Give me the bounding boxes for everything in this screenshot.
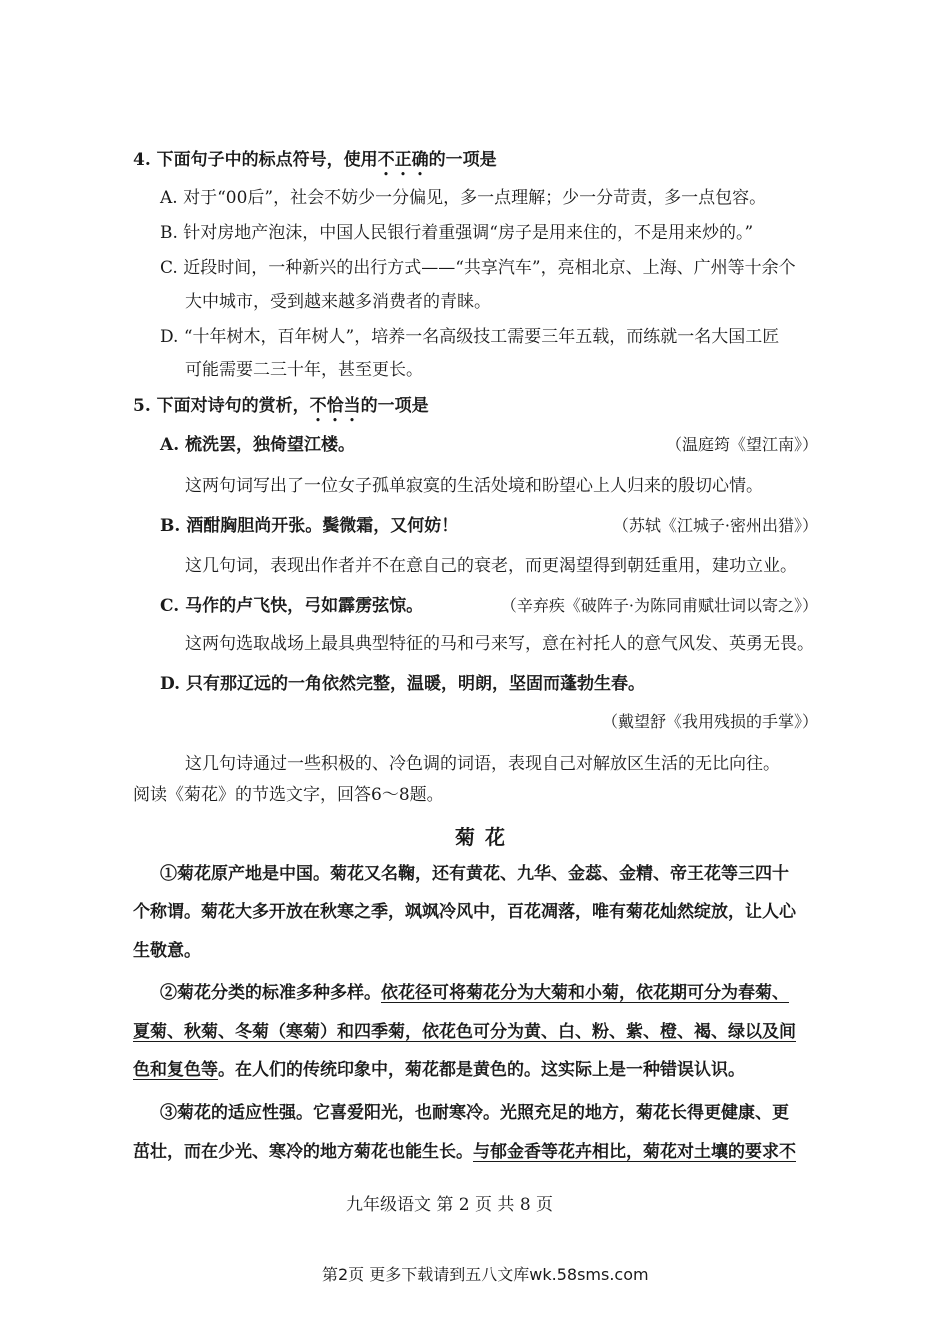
essay-p1-line1: ①菊花原产地是中国。菊花又名鞠，还有黄花、九华、金蕊、金精、帝王花等三四十: [160, 864, 789, 884]
q4-option-c-cont: 大中城市，受到越来越多消费者的青睐。: [185, 292, 491, 312]
essay-p2-line1: ②菊花分类的标准多种多样。依花径可将菊花分为大菊和小菊，依花期可分为春菊、: [160, 983, 789, 1003]
q5-b-source: （苏轼《江城子·密州出猎》）: [612, 516, 818, 535]
essay-title: 菊花: [455, 825, 515, 849]
q5-a-poem: A. 梳洗罢，独倚望江楼。: [160, 435, 356, 455]
q5-c-note: 这两句选取战场上最具典型特征的马和弓来写，意在衬托人的意气风发、英勇无畏。: [185, 634, 814, 654]
q5-c-poem: C. 马作的卢飞快，弓如霹雳弦惊。: [160, 596, 424, 616]
q5-d-poem: D. 只有那辽远的一角依然完整，温暖，明朗，坚固而蓬勃生春。: [160, 674, 645, 694]
page-footer: 九年级语文 第 2 页 共 8 页: [346, 1195, 554, 1215]
q4-option-d: D. “十年树木，百年树人”，培养一名高级技工需要三年五载，而练就一名大国工匠: [160, 327, 780, 347]
essay-p3-line1: ③菊花的适应性强。它喜爱阳光，也耐寒冷。光照充足的地方，菊花长得更健康、更: [160, 1103, 789, 1123]
essay-p1-line2: 个称谓。菊花大多开放在秋寒之季，飒飒冷风中，百花凋落，唯有菊花灿然绽放，让人心: [133, 902, 796, 922]
q5-d-note: 这几句诗通过一些积极的、冷色调的词语，表现自己对解放区生活的无比向往。: [185, 754, 780, 774]
q5-d-source: （戴望舒《我用残损的手掌》）: [601, 712, 818, 731]
question-5-stem: 5. 下面对诗句的赏析，不恰当的一项是: [133, 396, 429, 416]
essay-p1-line3: 生敬意。: [133, 941, 201, 961]
q5-c-source: （辛弃疾《破阵子·为陈同甫赋壮词以寄之》）: [500, 596, 818, 615]
q5-a-source: （温庭筠《望江南》）: [665, 435, 818, 454]
q5-b-poem: B. 酒酣胸胆尚开张。鬓微霜，又何妨！: [160, 516, 459, 536]
q4-option-c: C. 近段时间，一种新兴的出行方式——“共享汽车”，亮相北京、上海、广州等十余个: [160, 258, 796, 278]
q4-option-b: B. 针对房地产泡沫，中国人民银行着重强调“房子是用来住的，不是用来炒的。”: [160, 223, 754, 243]
reading-intro: 阅读《菊花》的节选文字，回答6～8题。: [133, 785, 444, 805]
essay-p2-line3: 色和复色等。在人们的传统印象中，菊花都是黄色的。这实际上是一种错误认识。: [133, 1060, 745, 1080]
download-watermark: 第2页 更多下载请到五八文库wk.58sms.com: [322, 1265, 649, 1284]
q5-a-note: 这两句词写出了一位女子孤单寂寞的生活处境和盼望心上人归来的殷切心情。: [185, 476, 763, 496]
essay-p2-line2: 夏菊、秋菊、冬菊（寒菊）和四季菊，依花色可分为黄、白、粉、紫、橙、褐、绿以及间: [133, 1022, 796, 1042]
q4-option-d-cont: 可能需要二三十年，甚至更长。: [185, 360, 423, 380]
question-4-stem: 4. 下面句子中的标点符号，使用不正确的一项是: [133, 150, 497, 170]
essay-p3-line2: 茁壮，而在少光、寒冷的地方菊花也能生长。与郁金香等花卉相比，菊花对土壤的要求不: [133, 1142, 796, 1162]
q5-b-note: 这几句词，表现出作者并不在意自己的衰老，而更渴望得到朝廷重用，建功立业。: [185, 556, 797, 576]
q4-option-a: A. 对于“00后”，社会不妨少一分偏见，多一点理解；少一分苛责，多一点包容。: [160, 188, 767, 208]
